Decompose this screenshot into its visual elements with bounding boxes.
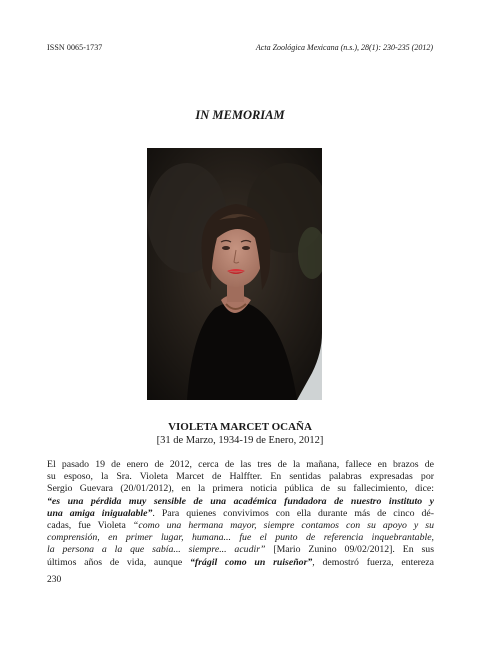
text-fragment: , demostró fuerza, entereza [312,556,434,568]
text-fragment: cadas, fue Violeta [47,519,133,531]
paragraph-line-8 [47,544,434,556]
paragraph-line-2: su esposo, la Sra. Violeta Marcet de Halffter. En sentidas palabras expresadas por [47,471,434,483]
quote-fragment: “como una hermana mayor, siempre contamos con su apoyo y su [132,519,434,531]
paragraph-line-9 [47,557,434,569]
text-fragment: últimos años de vida, aunque [47,556,190,568]
obituary-paragraph [47,459,434,569]
text-fragment: . Para quienes convivimos con ella durante más de cinco dé- [152,507,434,519]
quote-fragment: “frágil como un ruiseñor” [189,556,313,568]
life-dates: [31 de Marzo, 1934-19 de Enero, 2012] [156,435,324,446]
quote-fragment: una amiga inigualable” [47,507,153,519]
issn-header: ISSN 0065-1737 [47,43,103,52]
portrait-illustration [147,148,322,400]
section-title: IN MEMORIAM [195,108,285,122]
quote-fragment: la persona a la que sabía... siempre... acudir” [47,544,266,556]
paragraph-line-5 [47,508,434,520]
paragraph-line-7: comprensión, en primer lugar, humana... fue el punto de referencia inquebrantable, [47,532,434,544]
journal-header: Acta Zoológica Mexicana (n.s.), 28(1): 230-235 (2012) [255,43,433,52]
person-name: VIOLETA MARCET OCAÑA [168,421,312,433]
page-number: 230 [47,575,62,585]
paragraph-line-1: El pasado 19 de enero de 2012, cerca de las tres de la mañana, fallece en brazos de [47,459,434,470]
paragraph-line-3: Sergio Guevara (20/01/2012), en la primera noticia pública de su fallecimiento, dice: [47,483,434,495]
paragraph-line-4: “es una pérdida muy sensible de una académica fundadora de nuestro instituto y [47,495,434,507]
text-fragment: [Mario Zunino 09/02/2012]. En sus [265,544,434,556]
paragraph-line-6 [47,520,434,532]
portrait-photo [147,148,322,400]
